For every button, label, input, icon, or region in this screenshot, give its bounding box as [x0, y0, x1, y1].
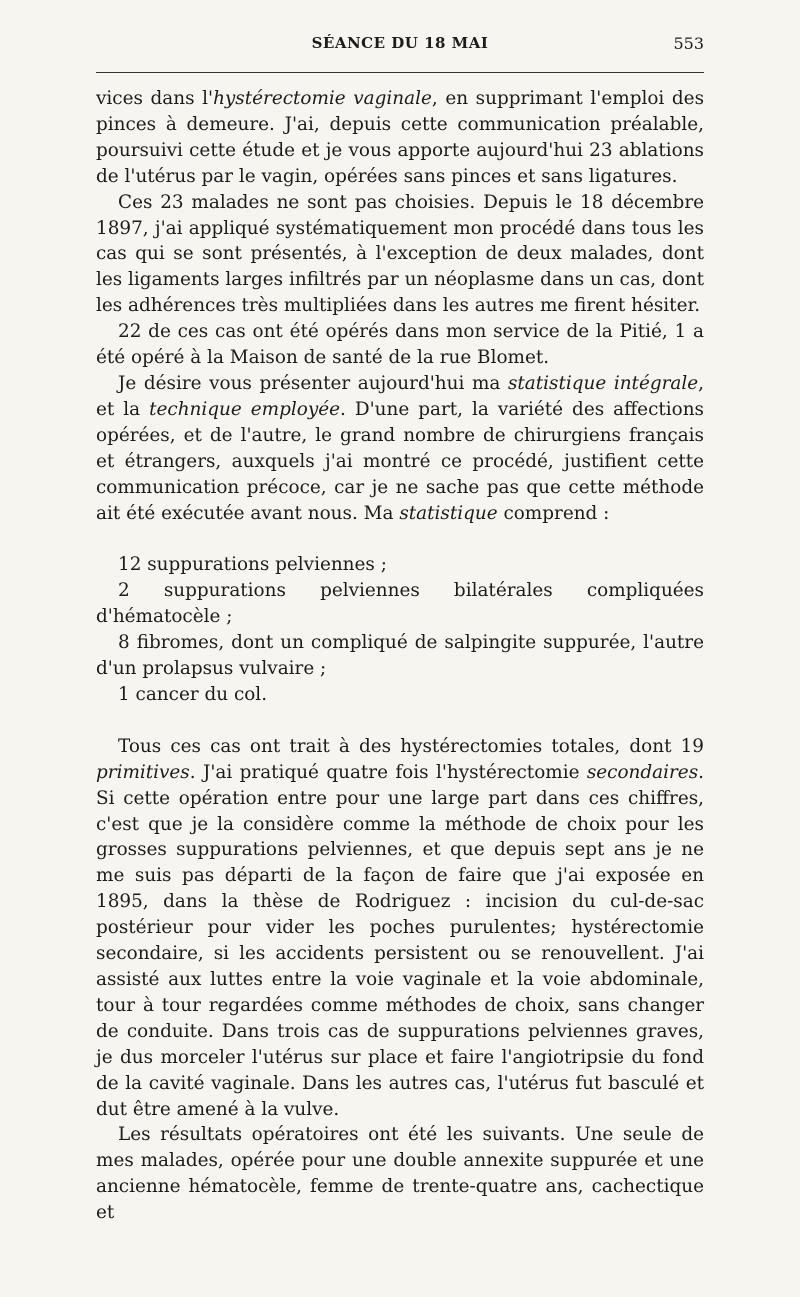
paragraph-6: Les résultats opératoires ont été les suivants. Une seule de mes malades, opérée pour une double annexite suppurée et une ancienne hématocèle, femme de trente-quatre ans, cachectique et	[96, 1124, 704, 1224]
paragraph-5: Tous ces cas ont trait à des hystérectomies totales, dont 19 primitives. J'ai pratiqué quatre fois l'hystérectomie secondaires. Si cette opération entre pour une large part dans ces chiffres, c'est que je la considère comme la méthode de choix pour les grosses suppurations pelviennes, et que depuis sept ans je ne me suis pas départi de la façon de faire que j'ai exposée en 1895, dans la thèse de Rodriguez : incision du cul-de-sac postérieur pour vider les poches purulentes; hystérectomie secondaire, si les accidents persistent ou se renouvellent. J'ai assisté aux luttes entre la voie vaginale et la voie abdominale, tour à tour regardées comme méthodes de choix, sans changer de conduite. Dans trois cas de suppurations pelviennes graves, je dus morceler l'utérus sur place et faire l'angiotripsie du fond de la cavité vaginale. Dans les autres cas, l'utérus fut basculé et dut être amené à la vulve.	[96, 735, 704, 1120]
spacer	[96, 526, 704, 552]
header-rule	[96, 72, 704, 73]
paragraph-3: 22 de ces cas ont été opérés dans mon service de la Pitié, 1 a été opéré à la Maison de santé de la rue Blomet.	[96, 321, 704, 369]
paragraph-4: Je désire vous présenter aujourd'hui ma statistique intégrale, et la technique employée. D'une part, la variété des affections opérées, et de l'autre, le grand nombre de chirurgiens français et étrangers, auxquels j'ai montré ce procédé, justifient cette communication précoce, car je ne sache pas que cette méthode ait été exécutée avant nous. Ma statistique comprend :	[96, 372, 704, 524]
page-body	[96, 86, 704, 1226]
list-item: 12 suppurations pelviennes ;	[118, 554, 387, 576]
page-number: 553	[673, 34, 704, 53]
list-item: 2 suppurations pelviennes bilatérales compliquées d'hématocèle ;	[96, 580, 704, 628]
list-item: 8 fibromes, dont un compliqué de salpingite suppurée, l'autre d'un prolapsus vulvaire ;	[96, 632, 704, 680]
list-item: 1 cancer du col.	[118, 683, 268, 705]
spacer	[96, 708, 704, 734]
paragraph-1: vices dans l'hystérectomie vaginale, en supprimant l'emploi des pinces à demeure. J'ai, depuis cette communication préalable, poursuivi cette étude et je vous apporte aujourd'hui 23 ablations de l'utérus par le vagin, opérées sans pinces et sans ligatures.	[96, 88, 705, 187]
header-title: SÉANCE DU 18 MAI	[311, 34, 489, 52]
running-header	[96, 34, 704, 56]
paragraph-2: Ces 23 malades ne sont pas choisies. Depuis le 18 décembre 1897, j'ai appliqué systématiquement mon procédé dans tous les cas qui se sont présentés, à l'exception de deux malades, dont les ligaments larges infiltrés par un néoplasme dans un cas, dont les adhérences très multipliées dans les autres me firent hésiter.	[96, 191, 704, 317]
